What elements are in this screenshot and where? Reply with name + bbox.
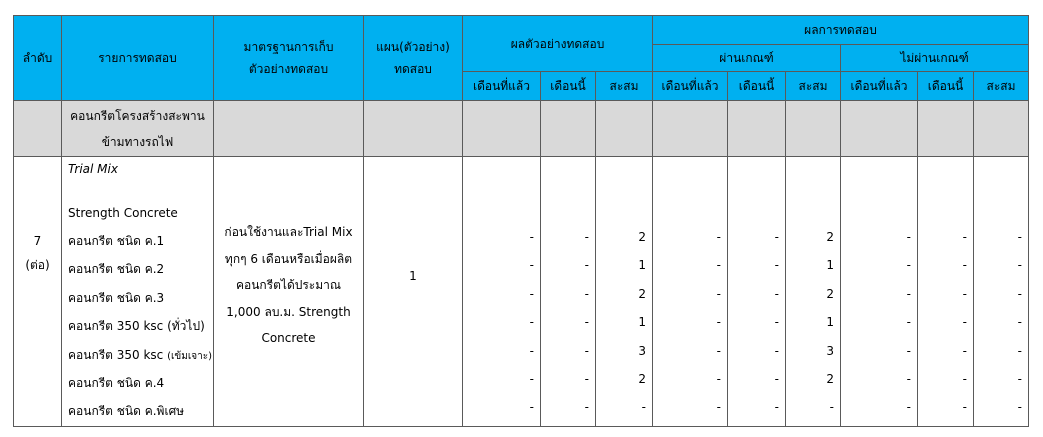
header-sample-result: ผลตัวอย่างทดสอบ xyxy=(463,16,653,72)
pass-value: - xyxy=(774,343,780,358)
sample-value: - xyxy=(584,371,589,386)
header-fail-last-month: เดือนที่แล้ว xyxy=(841,72,918,101)
pass-value: 2 xyxy=(826,230,835,244)
pass-value: - xyxy=(829,400,835,415)
pass-value: - xyxy=(716,371,722,386)
fail-value: - xyxy=(962,258,968,273)
pass-value: - xyxy=(716,258,722,273)
sample-value: - xyxy=(529,315,534,330)
item-name-text: คอนกรีต ชนิด ค.2 xyxy=(68,262,165,277)
grey-cell xyxy=(728,101,786,157)
header-sample-this-month: เดือนนี้ xyxy=(541,72,596,101)
pass-value: - xyxy=(774,230,780,244)
fail-value: - xyxy=(906,400,912,415)
pass-value: 3 xyxy=(826,343,835,358)
standard-cell xyxy=(214,157,364,427)
fail-value: - xyxy=(1017,258,1023,273)
grey-cell xyxy=(463,101,541,157)
header-pass-this-month: เดือนนี้ xyxy=(728,72,786,101)
item-name xyxy=(68,255,213,283)
header-sample-last-month: เดือนที่แล้ว xyxy=(463,72,541,101)
sample-value: - xyxy=(529,343,534,358)
sample-value: - xyxy=(641,400,647,415)
trial-mix-label: Trial Mix xyxy=(68,162,118,176)
fail-last-month-col xyxy=(841,157,918,427)
fail-value: - xyxy=(906,286,912,301)
item-name xyxy=(68,284,213,312)
sample-value: - xyxy=(584,343,589,358)
pass-value: - xyxy=(774,315,780,330)
pass-value: - xyxy=(716,230,722,244)
header-seq: ลำดับ xyxy=(14,16,62,101)
header-pass-cumulative: สะสม xyxy=(786,72,841,101)
pass-value: - xyxy=(716,400,722,415)
pass-value: 2 xyxy=(826,371,835,386)
standard-text xyxy=(214,157,363,352)
grey-cell xyxy=(974,101,1029,157)
header-fail-cumulative: สะสม xyxy=(974,72,1029,101)
sample-value: - xyxy=(529,230,534,244)
fail-value: - xyxy=(1017,400,1023,415)
spacer xyxy=(68,185,213,199)
item-note: (เข้มเจาะ) xyxy=(167,350,213,362)
header-plan-line1: แผน(ตัวอย่าง) xyxy=(376,40,450,54)
sample-value: - xyxy=(584,400,589,415)
grey-cell xyxy=(786,101,841,157)
pass-this-month-col xyxy=(728,157,786,427)
header-standard xyxy=(214,16,364,101)
item-cell xyxy=(62,157,214,427)
header-standard-line2: ตัวอย่างทดสอบ xyxy=(248,62,329,76)
pass-cumulative-col xyxy=(786,157,841,427)
standard-line: 1,000 ลบ.ม. Strength xyxy=(226,304,351,319)
fail-value: - xyxy=(962,400,968,415)
pass-value: - xyxy=(774,371,780,386)
section-title-line2: ข้ามทางรถไฟ xyxy=(101,134,174,149)
item-name-text: คอนกรีต ชนิด ค.4 xyxy=(68,375,165,390)
section-seq-cell xyxy=(14,101,62,157)
fail-value: - xyxy=(906,315,912,330)
seq-cell xyxy=(14,157,62,427)
pass-value: - xyxy=(774,286,780,301)
sample-value: - xyxy=(529,258,534,273)
plan-value: 1 xyxy=(409,269,417,283)
fail-value: - xyxy=(1017,343,1023,358)
pass-value: - xyxy=(774,258,780,273)
grey-cell xyxy=(214,101,364,157)
sample-value: - xyxy=(529,400,534,415)
fail-value: - xyxy=(1017,371,1023,386)
fail-value: - xyxy=(1017,286,1023,301)
sample-last-month-col xyxy=(463,157,541,427)
grey-cell xyxy=(541,101,596,157)
fail-value: - xyxy=(962,286,968,301)
header-plan-line2: ทดสอบ xyxy=(394,62,432,76)
item-name xyxy=(68,341,213,369)
standard-line: ก่อนใช้งานและTrial Mix xyxy=(224,225,353,239)
pass-value: 1 xyxy=(826,315,835,330)
header-sample-cumulative: สะสม xyxy=(596,72,653,101)
section-title-line1: คอนกรีตโครงสร้างสะพาน xyxy=(70,108,205,123)
pass-value: - xyxy=(716,315,722,330)
sample-this-month-col xyxy=(541,157,596,427)
pass-value: 1 xyxy=(826,258,835,273)
sample-value: 1 xyxy=(638,315,647,330)
fail-value: - xyxy=(906,258,912,273)
header-pass: ผ่านเกณฑ์ xyxy=(653,45,841,72)
standard-line: คอนกรีตได้ประมาณ xyxy=(235,278,342,292)
item-name-text: คอนกรีต 350 ksc xyxy=(68,319,168,334)
item-list xyxy=(62,157,213,426)
item-name xyxy=(68,312,213,340)
header-item: รายการทดสอบ xyxy=(62,16,214,101)
grey-cell xyxy=(841,101,918,157)
sample-value: 3 xyxy=(638,343,647,358)
sample-value: 1 xyxy=(638,258,647,273)
sample-value: 2 xyxy=(638,371,647,386)
standard-line: Concrete xyxy=(261,331,316,345)
standard-line: ทุกๆ 6 เดือนหรือเมื่อผลิต xyxy=(224,251,353,266)
grey-cell xyxy=(918,101,974,157)
fail-value: - xyxy=(906,230,912,244)
section-title xyxy=(62,101,214,157)
header-fail: ไม่ผ่านเกณฑ์ xyxy=(841,45,1029,72)
pass-value: - xyxy=(774,400,780,415)
fail-value: - xyxy=(962,230,968,244)
pass-value: - xyxy=(716,286,722,301)
sample-value: - xyxy=(529,371,534,386)
pass-value: 2 xyxy=(826,286,835,301)
fail-value: - xyxy=(906,371,912,386)
grey-cell xyxy=(364,101,463,157)
plan-cell xyxy=(364,157,463,427)
sample-value: - xyxy=(584,230,589,244)
header-standard-line1: มาตรฐานการเก็บ xyxy=(243,40,334,54)
seq-suffix: (ต่อ) xyxy=(25,258,50,272)
item-name-text: คอนกรีต ชนิด ค.พิเศษ xyxy=(68,404,185,419)
sample-value: 2 xyxy=(638,230,647,244)
item-name xyxy=(68,397,213,425)
fail-value: - xyxy=(906,343,912,358)
sample-cumulative-col xyxy=(596,157,653,427)
item-name xyxy=(68,227,213,255)
item-name-text: คอนกรีต ชนิด ค.3 xyxy=(68,290,165,305)
fail-value: - xyxy=(962,371,968,386)
fail-value: - xyxy=(962,315,968,330)
strength-concrete-label: Strength Concrete xyxy=(68,206,178,220)
item-note: (ทั่วไป) xyxy=(167,319,205,334)
header-pass-last-month: เดือนที่แล้ว xyxy=(653,72,728,101)
sample-value: - xyxy=(584,315,589,330)
sample-value: - xyxy=(584,258,589,273)
header-test-result: ผลการทดสอบ xyxy=(653,16,1029,45)
grey-cell xyxy=(596,101,653,157)
item-name-text: คอนกรีต ชนิด ค.1 xyxy=(68,234,165,248)
fail-this-month-col xyxy=(918,157,974,427)
pass-value: - xyxy=(716,343,722,358)
fail-value: - xyxy=(1017,315,1023,330)
pass-last-month-col xyxy=(653,157,728,427)
seq-value: 7 xyxy=(33,234,42,248)
fail-value: - xyxy=(962,343,968,358)
fail-cumulative-col xyxy=(974,157,1029,427)
item-name xyxy=(68,369,213,397)
sample-value: - xyxy=(529,286,534,301)
fail-value: - xyxy=(1017,230,1023,244)
item-name-text: คอนกรีต 350 ksc xyxy=(68,347,168,362)
header-plan xyxy=(364,16,463,101)
test-results-table xyxy=(13,15,1029,427)
grey-cell xyxy=(653,101,728,157)
header-fail-this-month: เดือนนี้ xyxy=(918,72,974,101)
sample-value: - xyxy=(584,286,589,301)
sample-value: 2 xyxy=(638,286,647,301)
